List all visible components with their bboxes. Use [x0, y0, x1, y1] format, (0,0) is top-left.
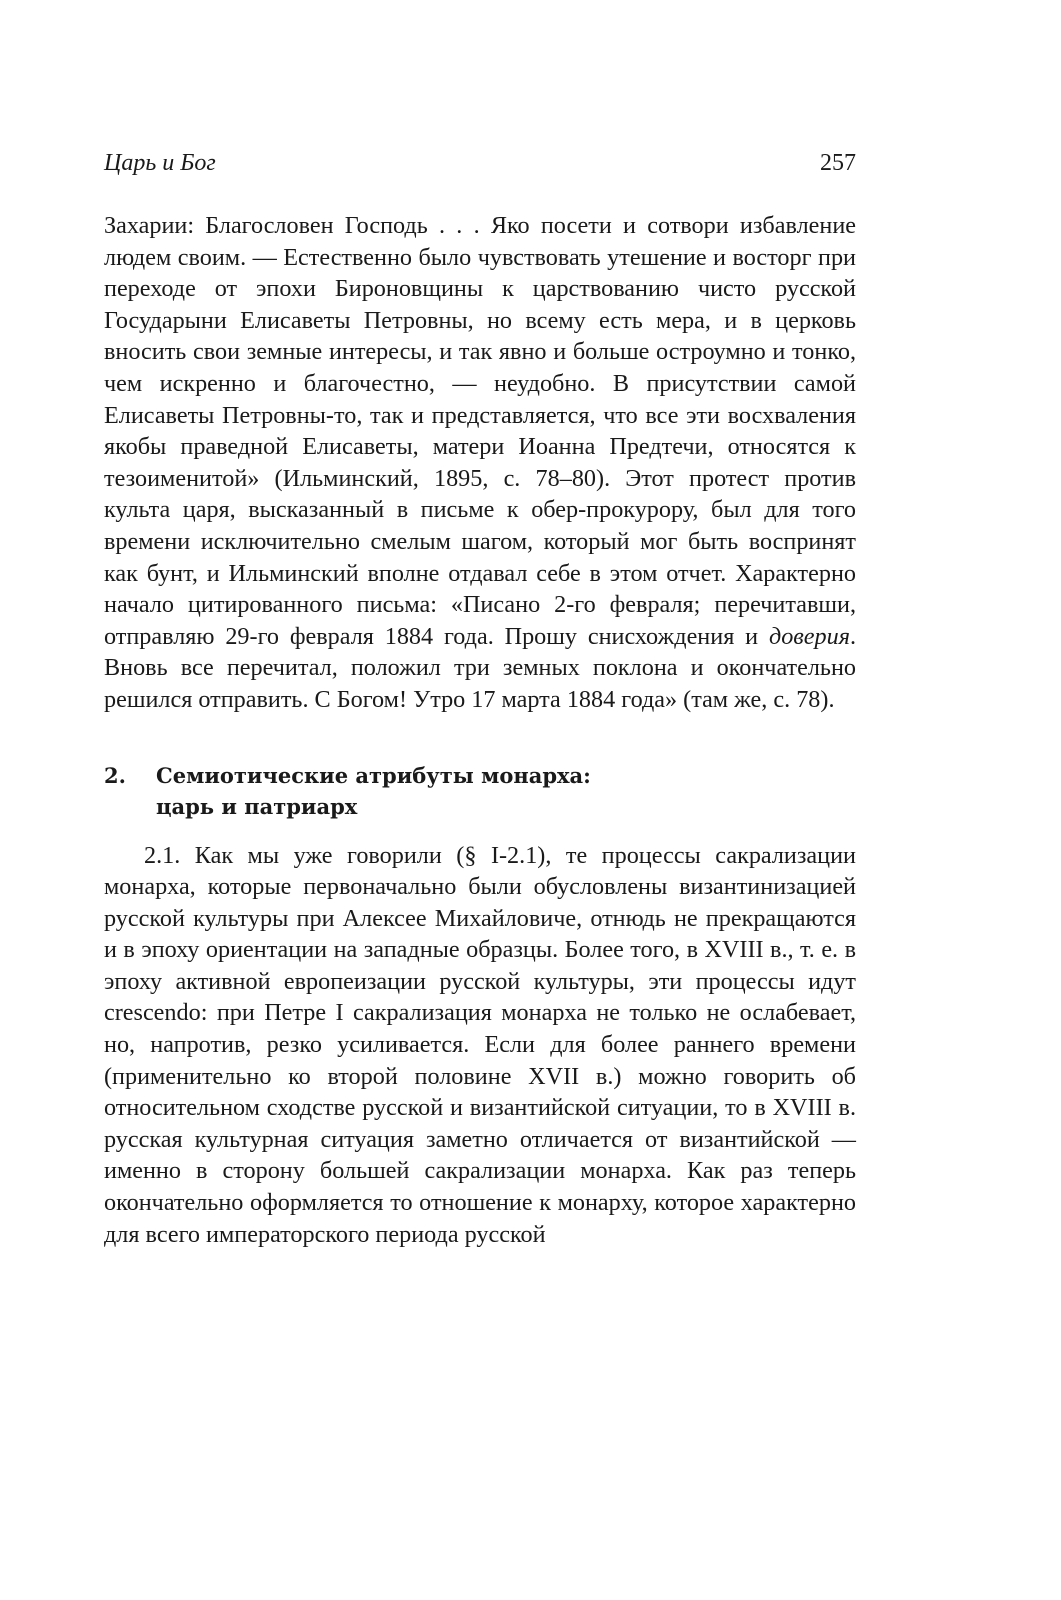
page-number: 257 [820, 150, 856, 176]
running-title: Царь и Бог [104, 150, 216, 176]
paragraph-2-1: 2.1. Как мы уже говорили (§ I-2.1), те процессы сакрализации монарха, которые первоначально были обусловлены византинизацией русской культуры при Алексее Михайловиче, отнюдь не прекращаются и в эпоху ориентации на западные образцы. Более того, в XVIII в., т. е. в эпоху активной европеизации русской культуры, эти процессы идут crescendo: при Петре I сакрализация монарха не только не ослабевает, но, напротив, резко усиливается. Если для более раннего времени (применительно ко второй половине XVII в.) можно говорить об относительном сходстве русской и византийской ситуации, то в XVIII в. русская культурная ситуация заметно отличается от византийской — именно в сторону большей сакрализации монарха. Как раз теперь окончательно оформляется то отношение к монарху, которое характерно для всего императорского периода русской [104, 841, 856, 1248]
paragraph-continuation [104, 210, 856, 716]
section-title-line1: Семиотические атрибуты монарха: [156, 762, 591, 788]
paragraph-text-part2: . Вновь все перечитал, положил три земных поклона и окончательно решился отправить. С Богом! Утро 17 марта 1884 года» (там же, с. 78). [104, 622, 856, 713]
section-heading [104, 760, 856, 822]
running-header [104, 150, 856, 190]
section-number: 2. [104, 762, 126, 788]
book-page [104, 150, 856, 1250]
section-title [156, 760, 856, 822]
section-title-line2: царь и патриарх [156, 793, 358, 819]
paragraph-text-part1: Захарии: Благословен Господь . . . Яко посети и сотвори избавление людем своим. — Естественно было чувствовать утешение и восторг при переходе от эпохи Бироновщины к царствованию чисто русской Государыни Елисаветы Петровны, но всему есть мера, и в церковь вносить свои земные интересы, и так явно и больше остроумно и тонко, чем искренно и благочестно, — неудобно. В присутствии самой Елисаветы Петровны-то, так и представляется, что все эти восхваления якобы праведной Елисаветы, матери Иоанна Предтечи, относятся к тезоименитой» (Ильминский, 1895, с. 78–80). Этот протест против культа царя, высказанный в письме к обер-прокурору, был для того времени исключительно смелым шагом, который мог быть воспринят как бунт, и Ильминский вполне отдавал себе в этом отчет. Характерно начало цитированного письма: «Писано 2-го февраля; перечитавши, отправляю 29-го февраля 1884 года. Прошу снисхождения и [104, 212, 856, 650]
emphasized-word: доверия [768, 622, 850, 650]
